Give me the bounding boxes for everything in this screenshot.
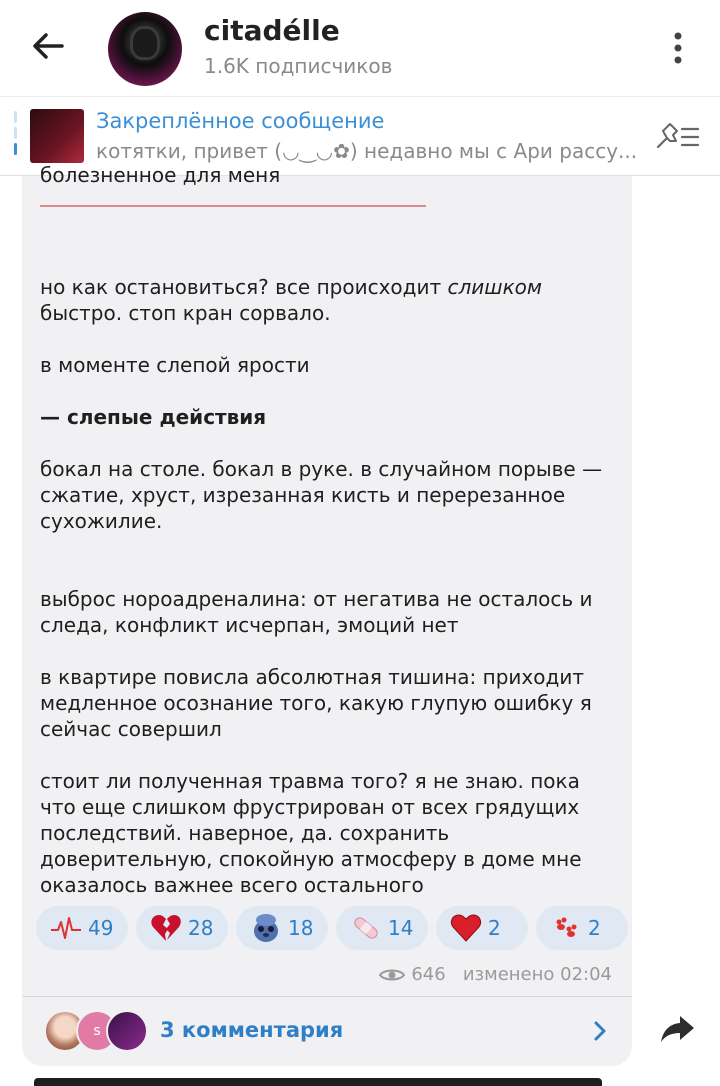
message-paragraph: в квартире повисла абсолютная тишина: приходит медленное осознание того, какую глупую ошибку я сейчас совершил xyxy=(40,665,592,741)
message-paragraph: выброс нороадреналина: от негатива не осталось и следа, конфликт исчерпан, эмоций нет xyxy=(40,587,593,637)
message-meta xyxy=(379,964,612,985)
comments-label: 3 комментария xyxy=(160,1018,344,1042)
reaction-chip[interactable] xyxy=(136,906,228,950)
message-bubble[interactable] xyxy=(22,163,632,1066)
reaction-count: 28 xyxy=(188,916,214,940)
pinned-title: Закреплённое сообщение xyxy=(96,109,385,133)
message-paragraph: бокал на столе. бокал в руке. в случайном порыве — сжатие, хруст, изрезанная кисть и перерезанное сухожилие. xyxy=(40,457,603,533)
bandage-icon xyxy=(350,912,382,944)
message-paragraph: но как остановиться? все происходит слишком быстро. стоп кран сорвало. xyxy=(40,275,542,325)
emphasis-text: слишком xyxy=(447,275,542,299)
commenter-avatar xyxy=(106,1010,148,1052)
reactions-row xyxy=(36,906,626,952)
view-count: 646 xyxy=(411,964,446,985)
pinned-indicator xyxy=(14,111,17,161)
reaction-chip[interactable] xyxy=(436,906,528,950)
channel-avatar[interactable] xyxy=(108,12,182,86)
reaction-count: 2 xyxy=(488,916,501,940)
message-paragraph: в моменте слепой ярости xyxy=(40,353,310,377)
heartbeat-icon xyxy=(50,912,82,944)
divider xyxy=(22,996,632,997)
pinned-list-icon[interactable] xyxy=(654,121,700,151)
broken-heart-icon xyxy=(150,912,182,944)
reaction-chip[interactable] xyxy=(236,906,328,950)
red-heart-icon xyxy=(450,912,482,944)
reaction-count: 14 xyxy=(388,916,414,940)
reaction-count: 2 xyxy=(588,916,601,940)
reaction-count: 49 xyxy=(88,916,114,940)
reaction-count: 18 xyxy=(288,916,314,940)
back-arrow-icon[interactable] xyxy=(28,26,68,66)
message-heading: — слепые действия xyxy=(40,405,267,429)
message-paragraph: стоит ли полученная травма того? я не знаю. пока что еще слишком фрустрирован от всех грядущих последствий. наверное, да. сохранить доверительную, спокойную атмосферу в доме мне оказалось важнее всего остального xyxy=(40,769,582,897)
chat-header xyxy=(0,0,720,96)
commenter-avatar: s xyxy=(76,1010,118,1052)
eye-icon xyxy=(379,967,405,983)
reaction-chip[interactable] xyxy=(336,906,428,950)
next-message-edge xyxy=(34,1078,602,1086)
red-divider xyxy=(40,205,426,207)
message-cut-line: болезненное для меня xyxy=(40,163,281,187)
chevron-right-icon xyxy=(592,1020,608,1042)
channel-title[interactable]: citadélle xyxy=(204,14,340,47)
share-forward-icon[interactable] xyxy=(660,1014,696,1044)
reaction-chip[interactable] xyxy=(536,906,628,950)
comments-button[interactable] xyxy=(22,998,632,1066)
reaction-chip[interactable] xyxy=(36,906,128,950)
edited-label: изменено 02:04 xyxy=(462,964,612,985)
pinned-thumbnail xyxy=(30,109,84,163)
stitch-sticker-icon xyxy=(250,912,282,944)
more-vert-icon[interactable] xyxy=(668,30,688,66)
pinned-preview-text: котятки, привет (◡‿◡✿) недавно мы с Ари рассу... xyxy=(96,139,638,163)
subscriber-count: 1.6K подписчиков xyxy=(204,54,393,78)
paw-prints-icon xyxy=(550,912,582,944)
